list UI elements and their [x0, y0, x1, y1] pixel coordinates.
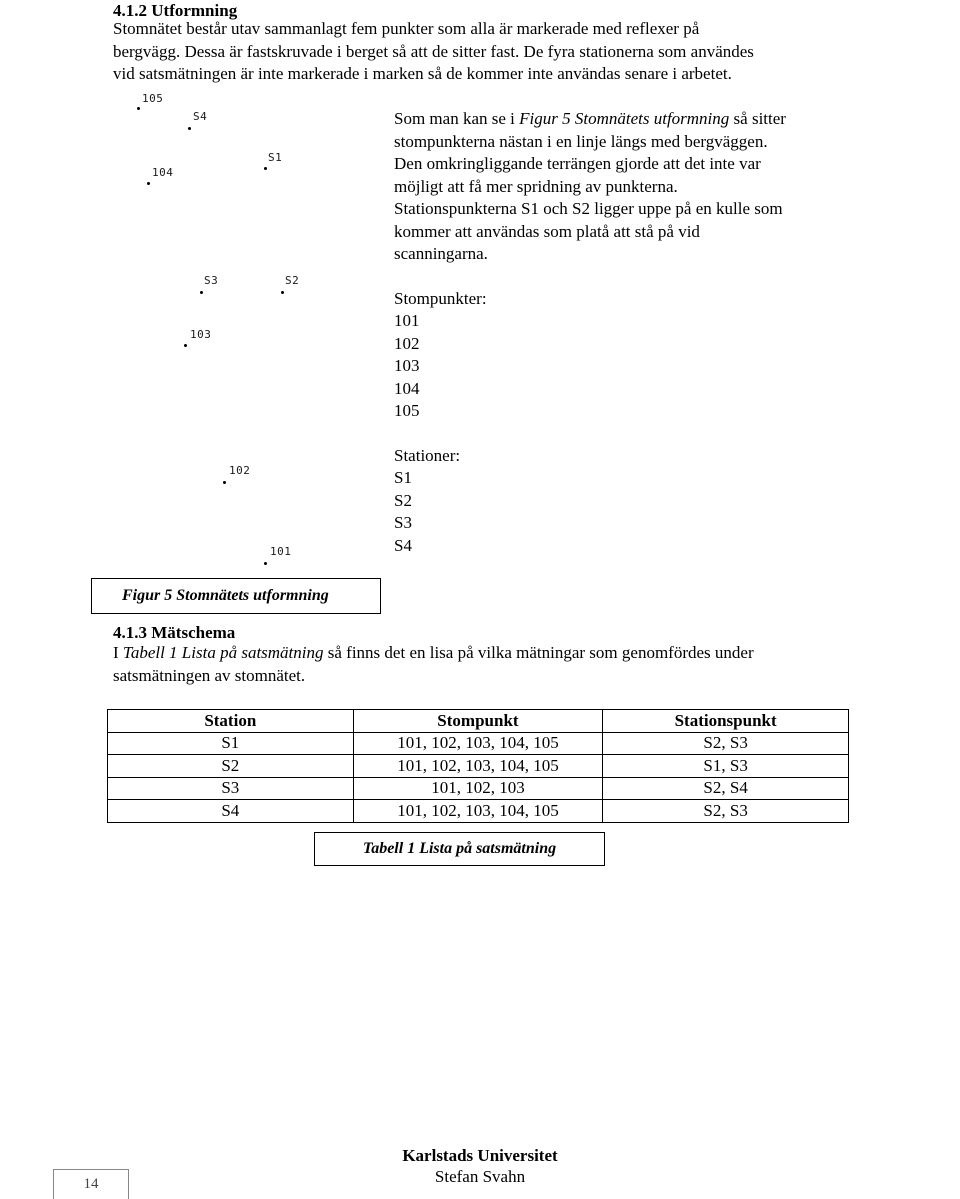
table-cell: S4: [108, 800, 354, 823]
text-run: I: [113, 643, 123, 662]
figure-description: [394, 108, 894, 557]
page-footer: [380, 1145, 580, 1187]
table-row: [108, 755, 849, 778]
station-item: S1: [394, 468, 412, 487]
table-cell: S3: [108, 777, 354, 800]
section-413-paragraph: [113, 642, 933, 687]
text-run: Som man kan se i: [394, 109, 520, 128]
paragraph-line: satsmätningen av stomnätet.: [113, 665, 306, 685]
figure-caption: Figur 5 Stomnätets utformning: [91, 578, 381, 614]
description-line: [394, 108, 894, 131]
intro-paragraph: [113, 18, 933, 86]
table-cell: S1, S3: [603, 755, 849, 778]
paragraph-line: [113, 642, 933, 665]
description-line: scanningarna.: [394, 244, 488, 263]
point-marker-102: [223, 481, 226, 484]
point-label-s3: S3: [204, 274, 219, 287]
stompunkt-item: 103: [394, 356, 420, 375]
point-marker-s3: [200, 291, 203, 294]
footer-university: Karlstads Universitet: [402, 1146, 558, 1165]
description-line: stompunkterna nästan i en linje längs med bergväggen.: [394, 131, 768, 151]
intro-line: Stomnätet består utav sammanlagt fem punkter som alla är markerade med reflexer på: [113, 19, 700, 38]
stationer-title: Stationer:: [394, 445, 461, 465]
station-item: S3: [394, 513, 412, 532]
point-marker-103: [184, 344, 187, 347]
point-label-105: 105: [142, 92, 164, 105]
table-header-row: [108, 710, 849, 733]
footer-author: Stefan Svahn: [434, 1167, 526, 1186]
column-header: Stationspunkt: [603, 710, 849, 733]
survey-network-figure: [110, 88, 370, 578]
section-heading-4-1-2: 4.1.2 Utformning: [113, 1, 238, 20]
point-marker-105: [137, 107, 140, 110]
point-label-s2: S2: [285, 274, 300, 287]
point-label-101: 101: [270, 545, 292, 558]
description-line: kommer att användas som platå att stå på vid: [394, 221, 700, 241]
figure-reference: Figur 5 Stomnätets utformning: [519, 109, 730, 128]
station-item: S2: [394, 490, 412, 510]
column-header: Stompunkt: [353, 710, 603, 733]
page-number: 14: [53, 1169, 129, 1199]
point-label-102: 102: [229, 464, 251, 477]
table-cell: 101, 102, 103, 104, 105: [353, 732, 603, 755]
table-row: [108, 732, 849, 755]
description-line: Den omkringliggande terrängen gjorde att det inte var: [394, 154, 761, 173]
stompunkt-item: 105: [394, 401, 420, 420]
section-heading-4-1-3: 4.1.3 Mätschema: [113, 623, 236, 642]
point-label-104: 104: [152, 166, 174, 179]
point-marker-s1: [264, 167, 267, 170]
text-run: så finns det en lisa på vilka mätningar som genomfördes under: [323, 643, 754, 662]
table-cell: 101, 102, 103, 104, 105: [353, 755, 603, 778]
table-cell: 101, 102, 103, 104, 105: [353, 800, 603, 823]
point-marker-104: [147, 182, 150, 185]
table-caption: Tabell 1 Lista på satsmätning: [314, 832, 605, 866]
text-run: så sitter: [729, 109, 786, 128]
stompunkt-item: 101: [394, 311, 420, 330]
measurement-table: [107, 709, 849, 823]
table-reference: Tabell 1 Lista på satsmätning: [122, 643, 324, 662]
table-cell: S2, S3: [603, 800, 849, 823]
point-marker-101: [264, 562, 267, 565]
table-cell: 101, 102, 103: [353, 777, 603, 800]
column-header: Station: [108, 710, 354, 733]
description-line: Stationspunkterna S1 och S2 ligger uppe på en kulle som: [394, 199, 783, 218]
table-row: [108, 777, 849, 800]
table-cell: S2: [108, 755, 354, 778]
point-marker-s2: [281, 291, 284, 294]
point-label-s1: S1: [268, 151, 283, 164]
point-marker-s4: [188, 127, 191, 130]
table-cell: S2, S3: [603, 732, 849, 755]
table-cell: S2, S4: [603, 777, 849, 800]
description-line: möjligt att få mer spridning av punkterna.: [394, 176, 678, 196]
point-label-103: 103: [190, 328, 212, 341]
table-cell: S1: [108, 732, 354, 755]
intro-line: vid satsmätningen är inte markerade i marken så de kommer inte användas senare i arbetet.: [113, 64, 732, 83]
point-label-s4: S4: [193, 110, 208, 123]
table-row: [108, 800, 849, 823]
intro-line: bergvägg. Dessa är fastskruvade i berget så att de sitter fast. De fyra stationerna som användes: [113, 41, 754, 61]
stompunkt-item: 102: [394, 333, 420, 353]
station-item: S4: [394, 535, 412, 555]
stompunkter-title: Stompunkter:: [394, 288, 487, 308]
stompunkt-item: 104: [394, 378, 420, 398]
